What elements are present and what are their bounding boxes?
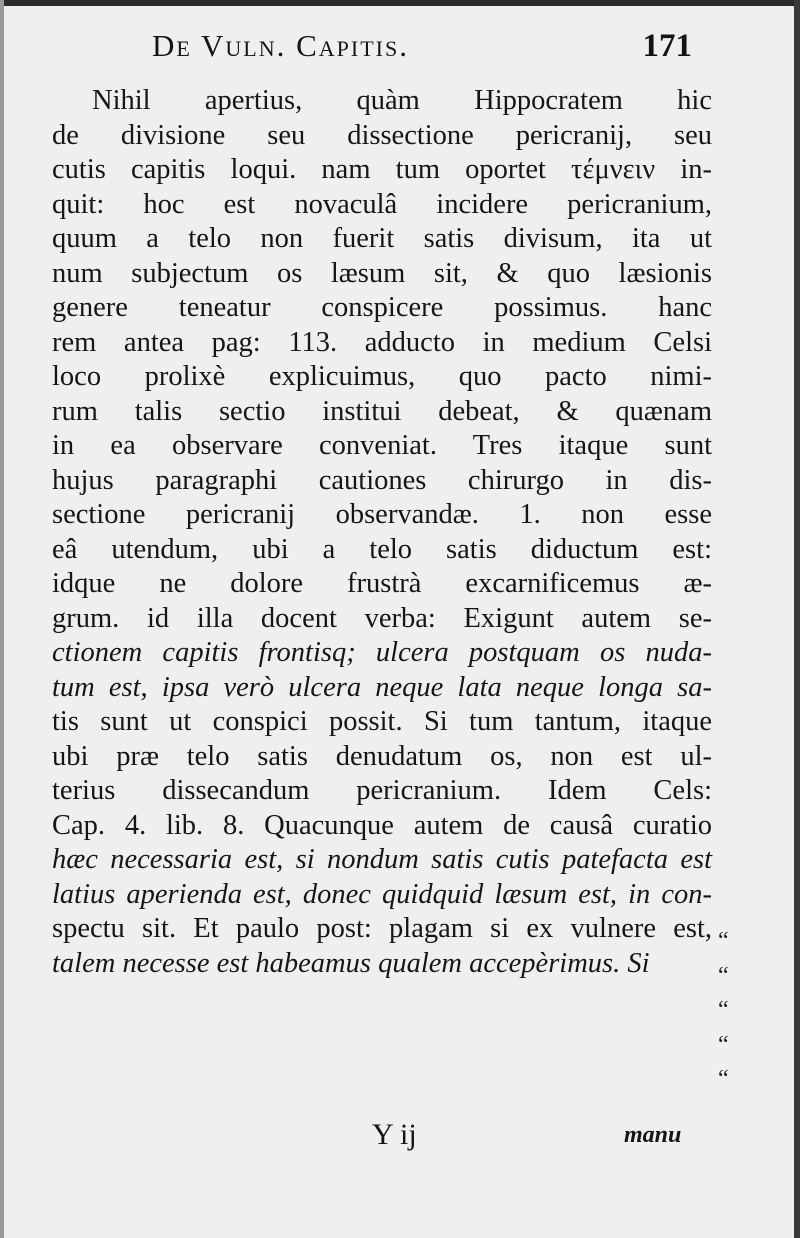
page-number: 171 [642,28,692,64]
margin-quote: “ [718,962,729,989]
text-line: terius dissecandum pericranium. Idem Cels: [52,775,712,806]
page-header [152,28,692,78]
text-line: quum a telo non fuerit satis divisum, ita ut [52,223,712,254]
margin-quote: “ [718,928,729,954]
margin-quote-marks [718,924,758,1097]
page-left-edge [0,0,4,1238]
text-line: cutis capitis loqui. nam tum oportet τέμνειν in- [52,154,712,185]
text-line: Nihil apertius, quàm Hippocratem hic [92,85,712,116]
text-line: rem antea pag: 113. adducto in medium Celsi [52,326,712,358]
text-line: genere teneatur conspicere possimus. hanc [52,292,712,323]
text-line: latius aperienda est, donec quidquid læsum est, in con- [52,878,712,910]
text-line: spectu sit. Et paulo post: plagam si ex vulnere est, [52,913,712,944]
text-line: hæc necessaria est, si nondum satis cutis patefacta est [52,844,712,875]
signature-mark: Y ij [372,1118,417,1151]
catchword: manu [624,1122,682,1148]
text-line: num subjectum os læsum sit, & quo læsionis [52,257,712,289]
text-line: ubi præ telo satis denudatum os, non est ul- [52,740,712,772]
text-line: grum. id illa docent verba: Exigunt autem se- [52,602,712,634]
text-line: ctionem capitis frontisq; ulcera postquam os nuda- [52,637,712,668]
margin-quote: “ [718,997,729,1023]
body-text [52,84,712,981]
text-line: in ea observare conveniat. Tres itaque sunt [52,430,712,461]
running-title: De Vuln. Capitis. [152,28,409,63]
text-line: rum talis sectio institui debeat, & quænam [52,395,712,427]
margin-quote: “ [718,1031,729,1058]
text-line: talem necesse est habeamus qualem accepèrimus. Si [52,947,650,979]
text-line: tum est, ipsa verò ulcera neque lata neque longa sa- [52,671,712,703]
text-line: Cap. 4. lib. 8. Quacunque autem de causâ curatio [52,809,712,841]
text-line: loco prolixè explicuimus, quo pacto nimi- [52,361,712,392]
page-right-edge [794,0,800,1238]
text-line: tis sunt ut conspici possit. Si tum tantum, itaque [52,706,712,737]
margin-quote: “ [718,1066,729,1092]
page-top-edge [0,0,800,6]
text-line: idque ne dolore frustrà excarnificemus æ- [52,568,712,599]
text-line: hujus paragraphi cautiones chirurgo in dis- [52,464,712,496]
text-line: quit: hoc est novaculâ incidere pericranium, [52,188,712,220]
text-line: sectione pericranij observandæ. 1. non esse [52,499,712,530]
text-line: de divisione seu dissectione pericranij, seu [52,119,712,151]
text-line: eâ utendum, ubi a telo satis diductum est: [52,533,712,565]
